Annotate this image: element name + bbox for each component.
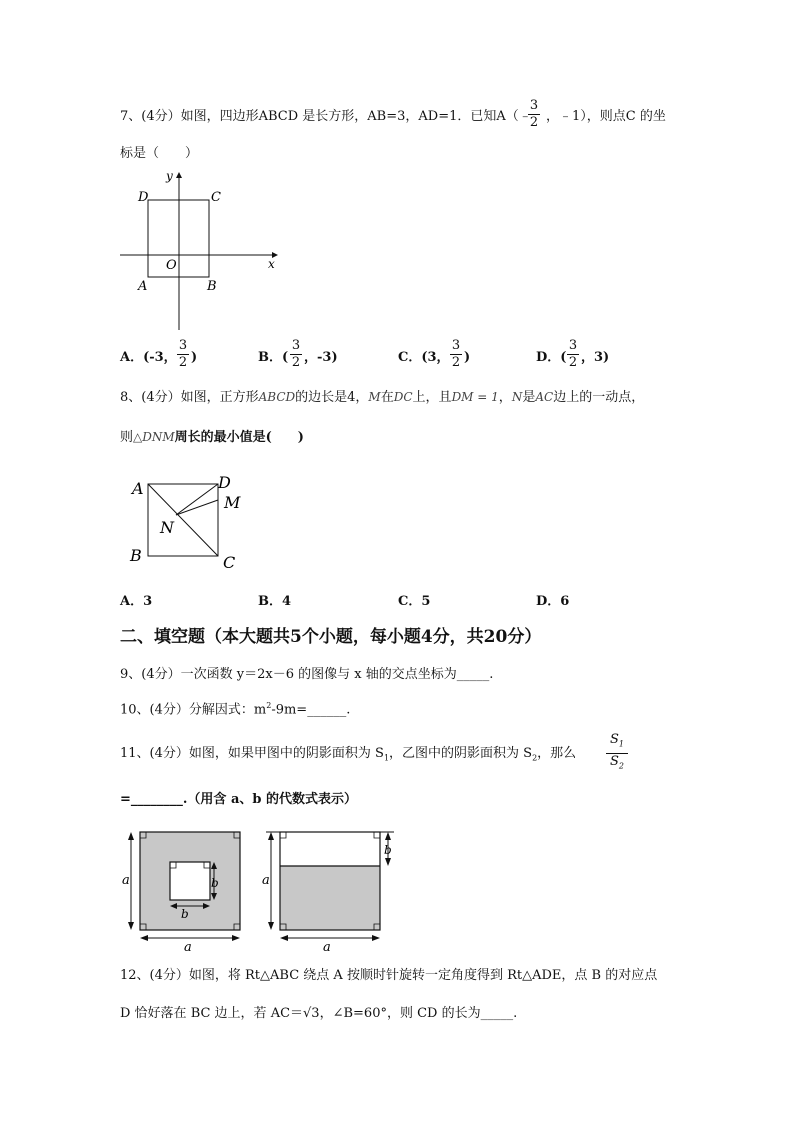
q7-option-d[interactable]: D．(: [536, 350, 567, 365]
q8-ac: AC: [535, 390, 554, 404]
q11-label-a4: a: [323, 940, 331, 955]
q8-line2: 则△DNM周长的最小值是( ): [120, 430, 304, 445]
q9: 9、(4分）一次函数 y＝2x－6 的图像与 x 轴的交点坐标为_____.: [120, 667, 494, 682]
q8-label-N: N: [160, 518, 174, 537]
q12-line2: D 恰好落在 BC 边上，若 AC＝√3，∠B=60°，则 CD 的长为_____.: [120, 1006, 518, 1021]
q7-option-a-frac: 3 2: [178, 338, 188, 370]
q7-label-O: O: [166, 258, 177, 273]
q11-label-a2: a: [184, 940, 192, 955]
q7-option-c-frac: 3 2: [451, 338, 461, 370]
q7-label-C: C: [211, 190, 221, 205]
q11-label-a1: a: [122, 873, 130, 888]
q8-option-a[interactable]: A．3: [120, 594, 153, 609]
q11-label-a3: a: [262, 873, 270, 888]
q7-option-d-post: ，3): [581, 350, 610, 365]
q12-line1: 12、(4分）如图，将 Rt△ABC 绕点 A 按顺时针旋转一定角度得到 Rt△ADE，点 B 的对应点: [120, 968, 658, 983]
q8-line1: 8、(4分）如图，正方形ABCD的边长是4，M在DC上，且DM = 1，N是AC边上的一动点，: [120, 390, 645, 405]
q11-line1: 11、(4分）如图，如果甲图中的阴影面积为 $S_1$，乙图中的阴影面积为 $S_2$，那么: [120, 746, 577, 763]
q7-option-a-post: ): [191, 350, 198, 365]
q8-n: N: [511, 390, 523, 404]
q7-label-A: A: [138, 279, 148, 294]
q8-option-b[interactable]: B．4: [258, 594, 292, 609]
q7-option-c-post: ): [464, 350, 471, 365]
q8-option-d[interactable]: D．6: [536, 594, 570, 609]
q7-option-b-frac: 3 2: [291, 338, 301, 370]
q8-m: M: [368, 390, 381, 404]
q7-label-x: x: [268, 257, 275, 271]
q7-line1-a: 7、(4分）如图，四边形ABCD 是长方形，AB=3，AD=1．已知A（﹣: [120, 109, 532, 124]
q8-label-A: A: [132, 479, 144, 498]
section-heading: 二、填空题（本大题共5个小题，每小题4分，共20分）: [120, 627, 542, 647]
q11-label-b1: b: [181, 907, 189, 921]
q8-label-C: C: [223, 553, 236, 572]
q8-label-D: D: [218, 473, 231, 492]
q11-fraction: $S_1$ $S_2$: [606, 733, 628, 773]
q7-line1-b: ，﹣1），则点C 的坐: [546, 109, 666, 124]
q7-frac-num: 3: [529, 98, 539, 113]
q8-option-c[interactable]: C．5: [398, 594, 431, 609]
q8-label-B: B: [130, 546, 142, 565]
q7-option-b[interactable]: B．(: [258, 350, 289, 365]
q7-option-b-post: ，-3): [304, 350, 338, 365]
q10: 10、(4分）分解因式：$m^2-9m=\_\_\_\_\_\_$.: [120, 701, 351, 718]
q11-label-b2: b: [211, 876, 219, 890]
q7-option-c[interactable]: C．(3，: [398, 350, 450, 365]
q8-dm: DM = 1: [451, 390, 499, 404]
q7-label-B: B: [207, 279, 217, 294]
q8-label-M: M: [224, 493, 241, 512]
q8-dc: DC: [393, 390, 413, 404]
q7-label-y: y: [166, 169, 173, 183]
q11-line2: =________.（用含 a、b 的代数式表示）: [120, 792, 357, 807]
q7-line2: 标是（ ）: [120, 146, 199, 161]
q8-dnm: △DNM: [133, 430, 175, 444]
q11-label-b3: b: [384, 843, 392, 857]
q7-frac-den: 2: [529, 115, 539, 130]
q8-abcd: ABCD: [258, 390, 296, 404]
q7-option-d-frac: 3 2: [568, 338, 578, 370]
q7-label-D: D: [138, 190, 149, 205]
q7-option-a[interactable]: A．(-3，: [120, 350, 177, 365]
